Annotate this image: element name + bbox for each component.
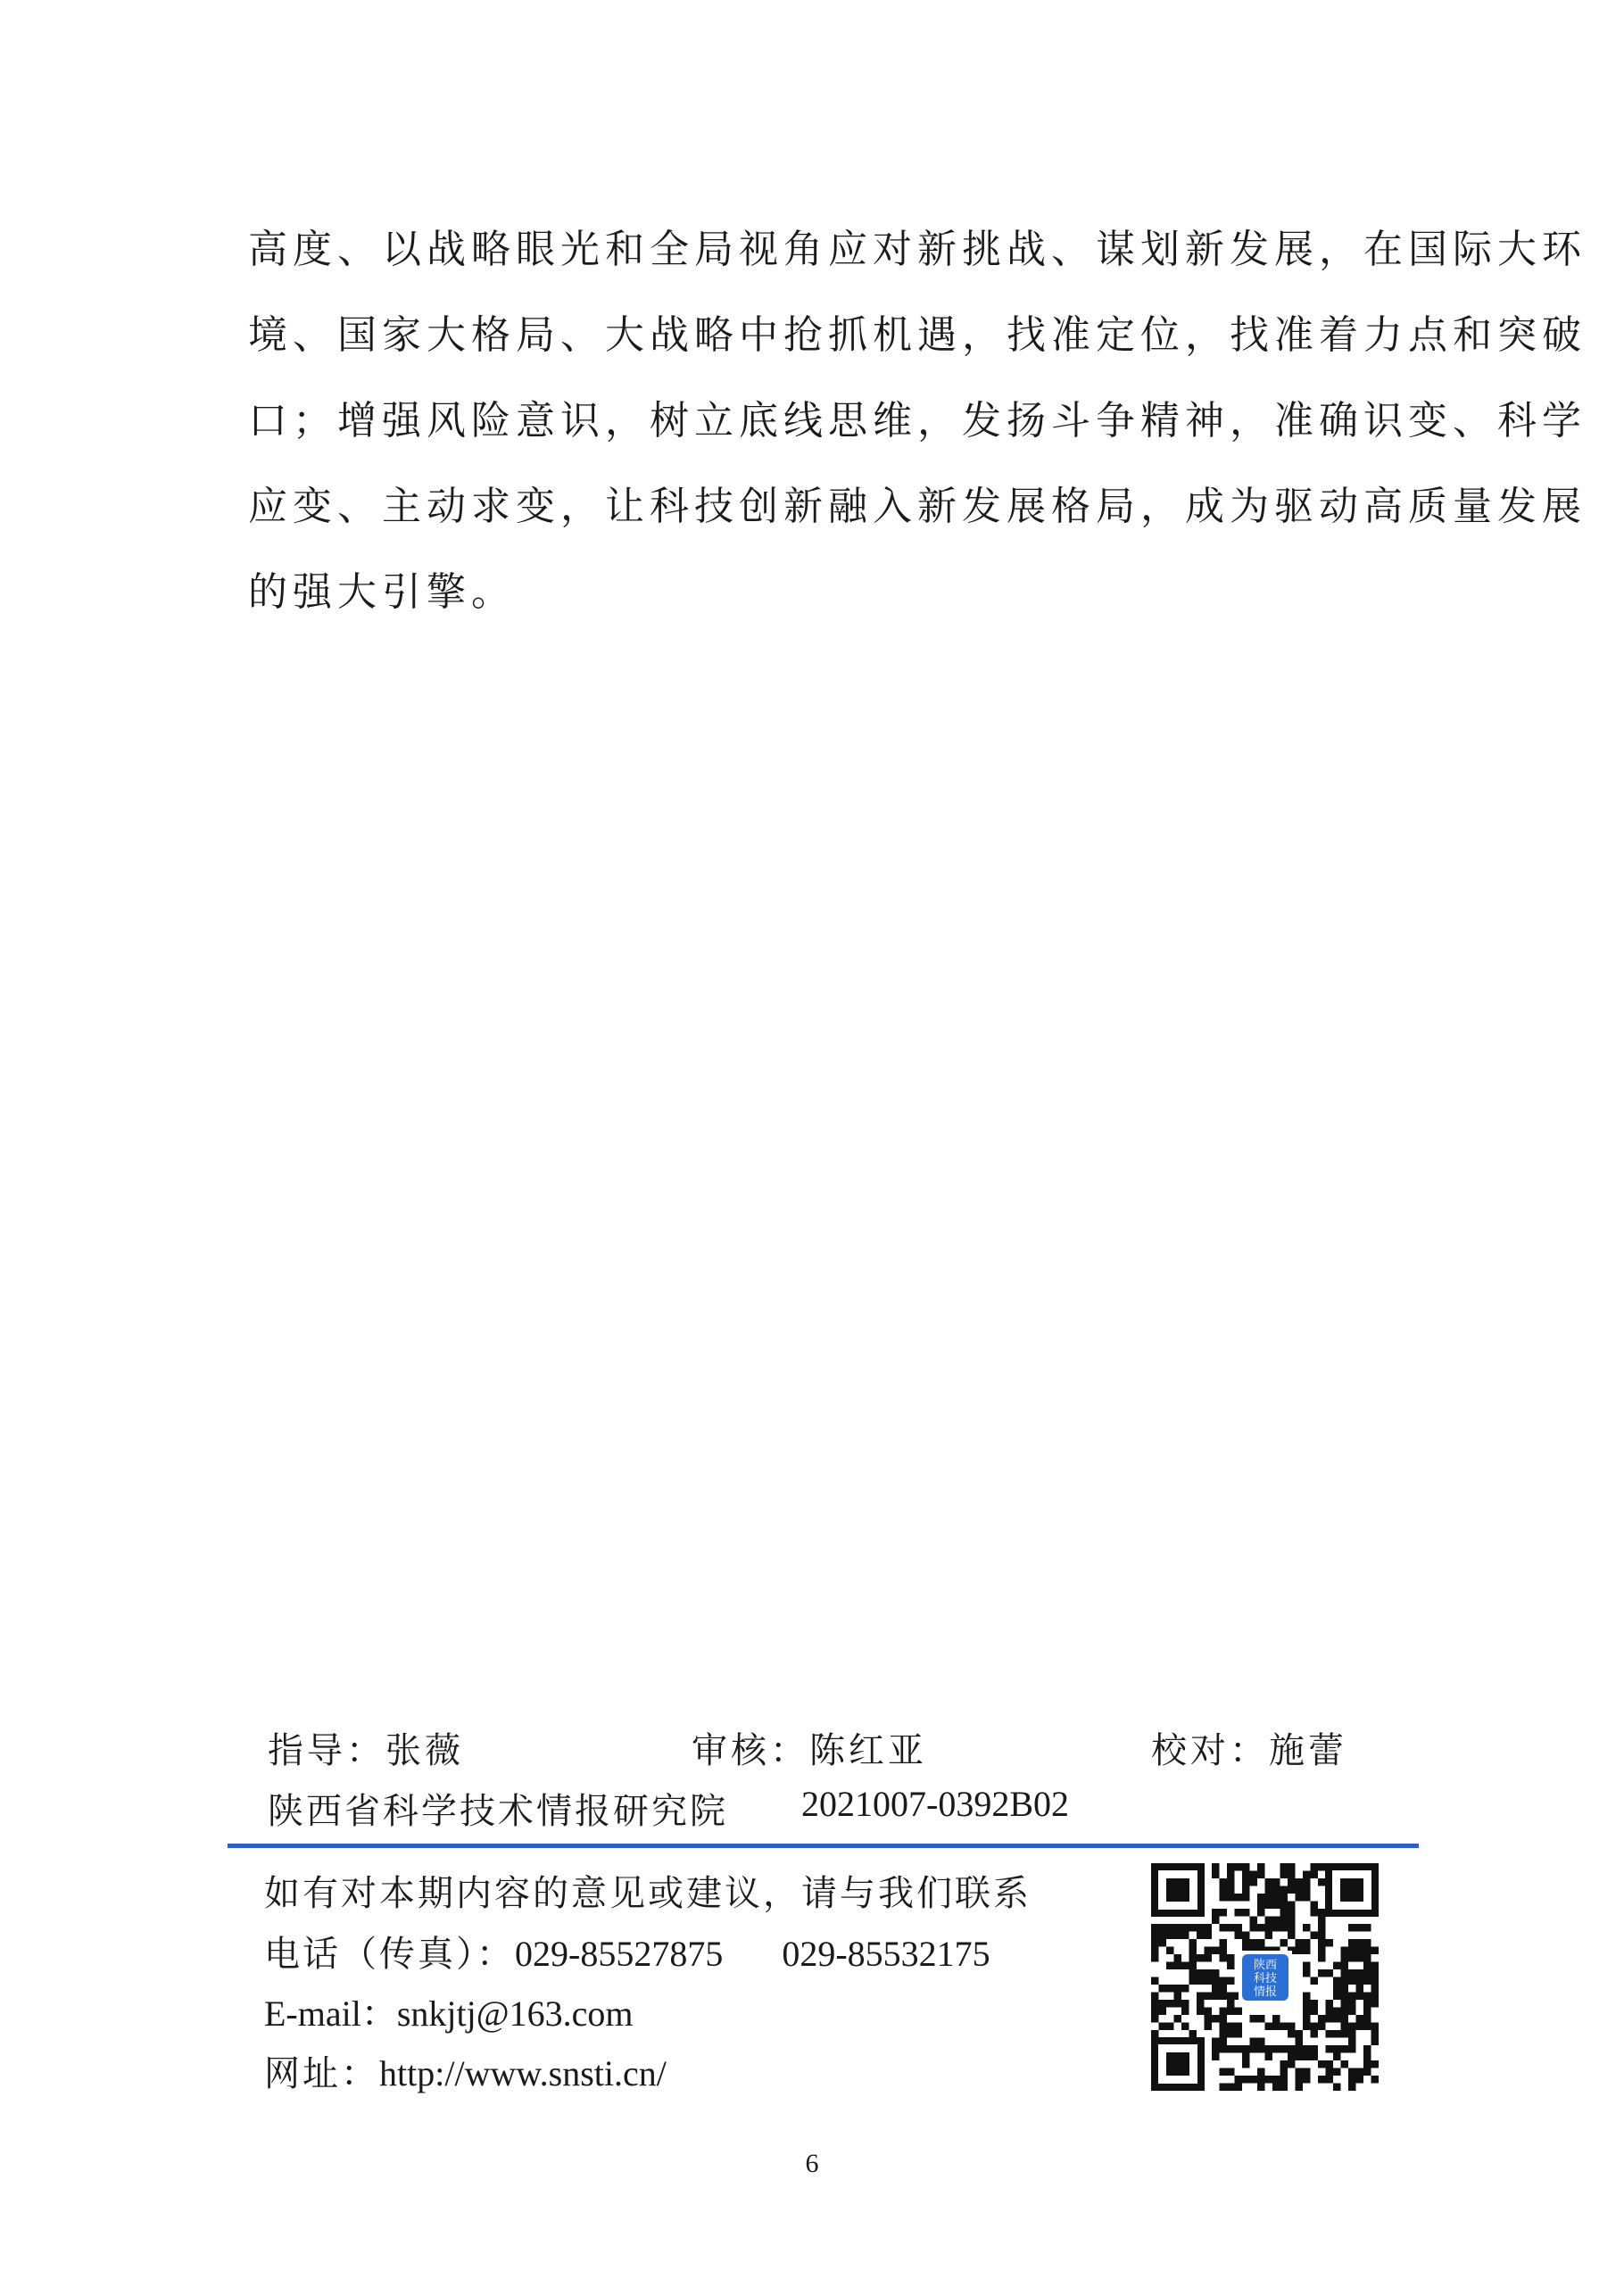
qr-logo-line: 科技 bbox=[1253, 1972, 1278, 1985]
email-label: E-mail： bbox=[264, 1993, 397, 2034]
qr-code-icon bbox=[1151, 1863, 1379, 2091]
footer-divider bbox=[228, 1844, 1419, 1848]
body-line: 应变、主动求变，让科技创新融入新发展格局，成为驱动高质量发展 bbox=[248, 484, 1587, 529]
website-line bbox=[264, 2045, 667, 2096]
email-line bbox=[264, 1985, 633, 2036]
institute-name: 陕西省科学技术情报研究院 bbox=[268, 1791, 728, 1832]
email-address[interactable]: snkjtj@163.com bbox=[396, 1993, 634, 2034]
proofread-credit: 校对：施蕾 bbox=[1151, 1730, 1347, 1771]
body-line: 口；增强风险意识，树立底线思维，发扬斗争精神，准确识变、科学 bbox=[248, 398, 1587, 443]
qr-logo-line: 情报 bbox=[1253, 1985, 1278, 1999]
website-link[interactable]: http://www.snsti.cn/ bbox=[379, 2053, 667, 2093]
phone-number-1: 029-85527875 bbox=[515, 1934, 724, 1974]
phone-line bbox=[264, 1926, 990, 1977]
contact-intro: 如有对本期内容的意见或建议，请与我们联系 bbox=[264, 1873, 1032, 1914]
article-body bbox=[248, 207, 1587, 635]
page-number: 6 bbox=[805, 2149, 819, 2178]
review-credit: 审核：陈红亚 bbox=[692, 1730, 927, 1771]
website-label: 网址： bbox=[264, 2053, 379, 2094]
body-line: 的强大引擎。 bbox=[248, 569, 516, 615]
guide-credit: 指导：张薇 bbox=[268, 1730, 464, 1771]
body-line: 境、国家大格局、大战略中抢抓机遇，找准定位，找准着力点和突破 bbox=[248, 312, 1587, 358]
phone-number-2: 029-85532175 bbox=[782, 1934, 990, 1974]
phone-label: 电话（传真）： bbox=[264, 1934, 515, 1975]
issue-code: 2021007-0392B02 bbox=[801, 1784, 1069, 1824]
qr-logo-line: 陕西 bbox=[1253, 1959, 1278, 1972]
body-line: 高度、以战略眼光和全局视角应对新挑战、谋划新发展，在国际大环 bbox=[248, 227, 1587, 272]
